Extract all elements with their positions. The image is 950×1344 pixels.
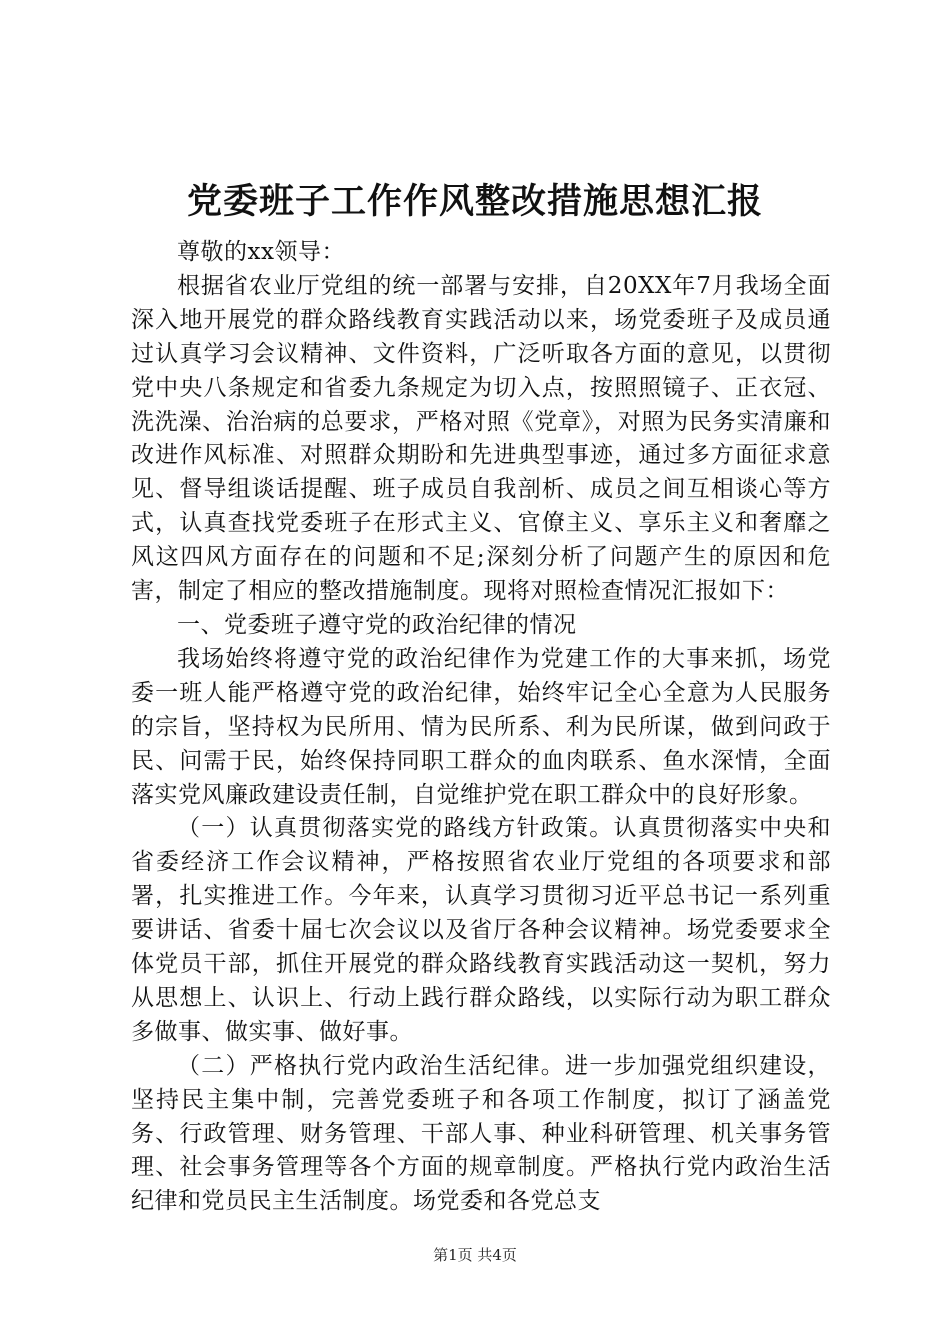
section-heading: 一、党委班子遵守党的政治纪律的情况 bbox=[177, 611, 577, 638]
greeting: 尊敬的xx领导： bbox=[177, 239, 345, 265]
paragraph-intro: 根据省农业厅党组的统一部署与安排，自20XX年7月我场全面深入地开展党的群众路线教育实践活动以来，场党委班子及成员通过认真学习会议精神、文件资料，广泛听取各方面的意见，以贯彻党中央八条规定和省委九条规定为切入点，按照照镜子、正衣冠、洗洗澡、治治病的总要求，严格对照《党章》，对照为民务实清廉和改进作风标准、对照群众期盼和先进典型事迹，通过多方面征求意见、督导组谈话提醒、班子成员自我剖析、成员之间互相谈心等方式，认真查找党委班子在形式主义、官僚主义、享乐主义和奢靡之风这四风方面存在的问题和不足;深刻分析了问题产生的原因和危害，制定了相应的整改措施制度。现将对照检查情况汇报如下： bbox=[131, 272, 831, 605]
document-title: 党委班子工作作风整改措施思想汇报 bbox=[186, 181, 763, 222]
document-body bbox=[131, 236, 831, 1219]
page-footer: 第1页 共4页 bbox=[433, 1246, 517, 1264]
paragraph-item-2: （二）严格执行党内政治生活纪律。进一步加强党组织建设，坚持民主集中制，完善党委班子和各项工作制度，拟订了涵盖党务、行政管理、财务管理、干部人事、种业科研管理、机关事务管理、社会事务管理等各个方面的规章制度。严格执行党内政治生活纪律和党员民主生活制度。场党委和各党总支 bbox=[131, 1052, 831, 1215]
paragraph-discipline: 我场始终将遵守党的政治纪律作为党建工作的大事来抓，场党委一班人能严格遵守党的政治纪律，始终牢记全心全意为人民服务的宗旨，坚持权为民所用、情为民所系、利为民所谋，做到问政于民、问需于民，始终保持同职工群众的血肉联系、鱼水深情，全面落实党风廉政建设责任制，自觉维护党在职工群众中的良好形象。 bbox=[131, 645, 831, 808]
paragraph-item-1: （一）认真贯彻落实党的路线方针政策。认真贯彻落实中央和省委经济工作会议精神，严格按照省农业厅党组的各项要求和部署，扎实推进工作。今年来，认真学习贯彻习近平总书记一系列重要讲话、省委十届七次会议以及省厅各种会议精神。场党委要求全体党员干部，抓住开展党的群众路线教育实践活动这一契机，努力从思想上、认识上、行动上践行群众路线，以实际行动为职工群众多做事、做实事、做好事。 bbox=[131, 815, 831, 1045]
